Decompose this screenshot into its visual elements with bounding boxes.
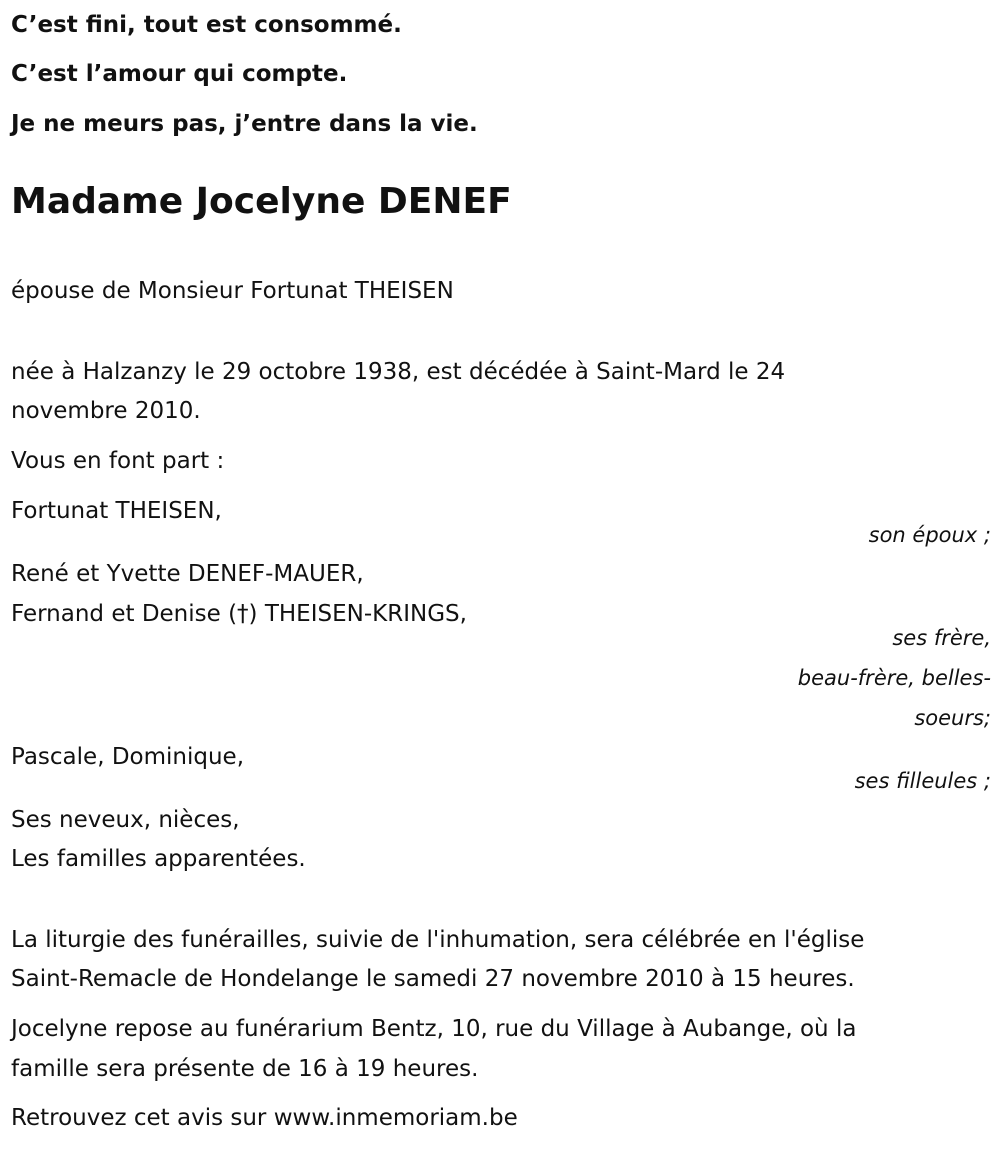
family-goddaughters-name: Pascale, Dominique,: [11, 744, 244, 770]
relation-spouse: son époux ;: [868, 523, 991, 547]
relation-goddaughters: ses filleules ;: [854, 769, 991, 793]
quote-line-3: Je ne meurs pas, j’entre dans la vie.: [11, 111, 478, 137]
family-sibling-name-2: Fernand et Denise (†) THEISEN-KRINGS,: [11, 601, 467, 627]
family-relatives-line: Les familles apparentées.: [11, 846, 306, 872]
relation-siblings-line-1: ses frère,: [892, 626, 991, 650]
obituary-notice: [11, 0, 991, 1150]
quote-line-2: C’est l’amour qui compte.: [11, 61, 348, 87]
relation-siblings-line-2: beau-frère, belles-: [797, 666, 991, 690]
announcement-intro: Vous en font part :: [11, 448, 225, 474]
birth-death-line-1: née à Halzanzy le 29 octobre 1938, est décédée à Saint-Mard le 24: [11, 359, 786, 385]
spouse-line: épouse de Monsieur Fortunat THEISEN: [11, 278, 454, 304]
family-spouse-name: Fortunat THEISEN,: [11, 498, 222, 524]
relation-siblings-line-3: soeurs;: [914, 706, 991, 730]
liturgy-line-2: Saint-Remacle de Hondelange le samedi 27 novembre 2010 à 15 heures.: [11, 966, 855, 992]
deceased-name: Madame Jocelyne DENEF: [11, 181, 512, 222]
family-sibling-name-1: René et Yvette DENEF-MAUER,: [11, 561, 364, 587]
liturgy-line-1: La liturgie des funérailles, suivie de l'inhumation, sera célébrée en l'église: [11, 927, 865, 953]
rest-line-1: Jocelyne repose au funérarium Bentz, 10, rue du Village à Aubange, où la: [11, 1016, 857, 1042]
family-nephews-line: Ses neveux, nièces,: [11, 807, 240, 833]
website-link: Retrouvez cet avis sur www.inmemoriam.be: [11, 1105, 518, 1131]
rest-line-2: famille sera présente de 16 à 19 heures.: [11, 1056, 479, 1082]
quote-line-1: C’est fini, tout est consommé.: [11, 12, 402, 38]
birth-death-line-2: novembre 2010.: [11, 398, 201, 424]
